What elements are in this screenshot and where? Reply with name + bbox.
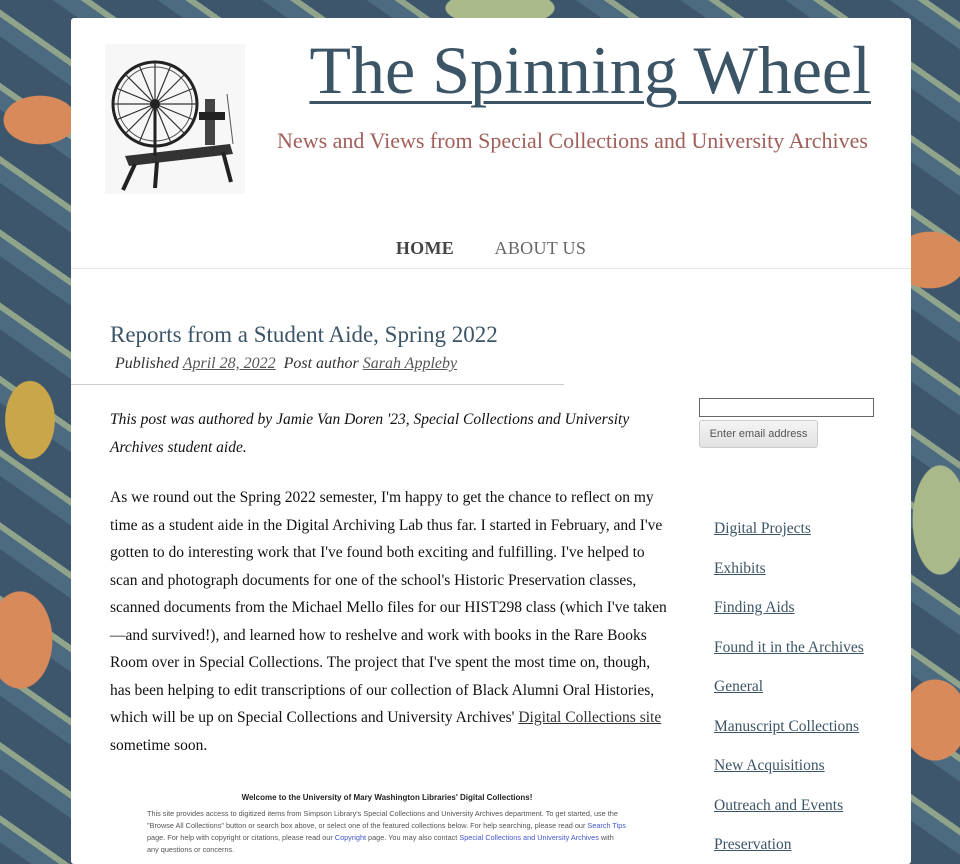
category-item — [714, 797, 864, 837]
page-card — [71, 18, 911, 864]
published-label: Published — [115, 355, 179, 372]
category-link-finding-aids[interactable]: Finding Aids — [714, 599, 795, 616]
screenshot-copyright-link: Copyright — [334, 833, 367, 842]
category-link-outreach-events[interactable]: Outreach and Events — [714, 796, 844, 814]
category-link-found-it[interactable]: Found it in the Archives — [714, 638, 864, 656]
category-item — [714, 639, 864, 679]
category-link-general[interactable]: General — [714, 678, 764, 695]
post-body-paragraph — [110, 484, 670, 759]
main-nav — [71, 238, 911, 259]
post-meta — [115, 355, 457, 373]
author-label: Post author — [283, 355, 359, 372]
site-title[interactable]: The Spinning Wheel — [309, 32, 871, 108]
category-item — [714, 836, 864, 864]
subscribe-button[interactable]: Enter email address — [699, 420, 818, 448]
category-link-manuscript-collections[interactable]: Manuscript Collections — [714, 717, 860, 735]
category-link-digital-projects[interactable]: Digital Projects — [714, 520, 811, 537]
email-field[interactable] — [699, 398, 874, 417]
category-item — [714, 560, 864, 600]
nav-home[interactable]: HOME — [395, 238, 455, 258]
screenshot-search-tips-link: Search Tips — [587, 821, 626, 830]
digital-collections-link[interactable]: Digital Collections site — [518, 709, 662, 726]
post-content — [110, 406, 670, 782]
body-text-end: sometime soon. — [110, 736, 208, 754]
category-list — [714, 520, 864, 864]
category-item — [714, 757, 864, 797]
category-link-exhibits[interactable]: Exhibits — [714, 559, 766, 577]
post-intro: This post was authored by Jamie Van Doren '23, Special Collections and University Archives student aide. — [110, 411, 630, 456]
spinning-wheel-logo[interactable] — [105, 44, 245, 194]
site-tagline: News and Views from Special Collections and University Archives — [277, 128, 868, 153]
nav-divider — [71, 268, 911, 269]
category-item — [714, 520, 864, 560]
screenshot-scua-link: Special Collections and University Archives — [459, 833, 599, 842]
category-item — [714, 599, 864, 639]
screenshot-text: This site provides access to digitized items from Simpson Library's Special Collections and University Archives department. To get started, use the "Browse All Collections" button or search box above, or select one of the featured collections below. For help searching, please read our Search Tips page. For help with copyright or citations, please read our Copyright page. You may also contact Special Collections and University Archives with any questions or concerns. — [147, 809, 626, 854]
post-title: Reports from a Student Aide, Spring 2022 — [110, 322, 498, 347]
post-date-link[interactable]: April 28, 2022 — [182, 355, 276, 372]
meta-divider — [71, 384, 564, 385]
nav-about-us[interactable]: ABOUT US — [494, 238, 587, 258]
category-link-new-acquisitions[interactable]: New Acquisitions — [714, 757, 825, 774]
body-text: As we round out the Spring 2022 semester, I'm happy to get the chance to reflect on my time as a student aide in the Digital Archiving Lab thus far. I started in February, and I've gotten to do interesting work that I've found both exciting and fulfilling. I've helped to scan and photograph documents for one of the school's Historic Preservation classes, scanned documents from the Michael Mello files for our HIST298 class (which I've taken—and survived!), and learned how to reshelve and work with books in the Rare Books Room over in Special Collections. The project that I've spent the most time on, though, has been helping to edit transcriptions of our collection of Black Alumni Oral Histories, which will be up on Special Collections and University Archives' — [110, 489, 667, 726]
category-link-preservation[interactable]: Preservation — [714, 836, 792, 853]
embedded-screenshot — [147, 792, 627, 864]
category-item — [714, 678, 864, 718]
screenshot-title: Welcome to the University of Mary Washington Libraries' Digital Collections! — [241, 793, 533, 802]
post-author-link[interactable]: Sarah Appleby — [362, 355, 458, 372]
category-item — [714, 718, 864, 758]
